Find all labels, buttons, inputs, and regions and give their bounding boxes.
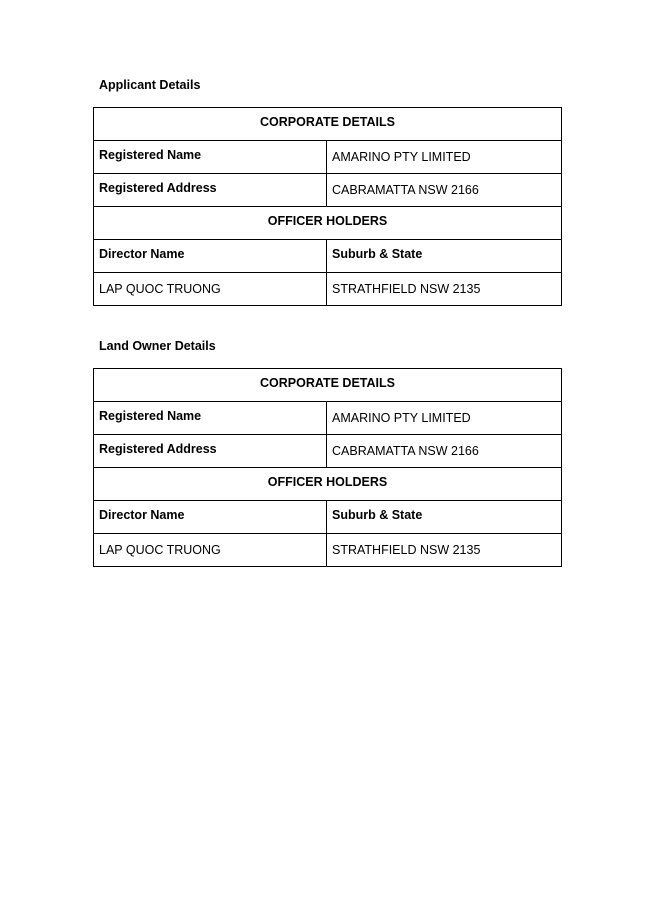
table-row <box>94 273 562 306</box>
applicant-details-table <box>93 107 562 306</box>
registered-address-value: CABRAMATTA NSW 2166 <box>327 435 562 468</box>
director-name-label: Director Name <box>94 240 327 273</box>
table-row <box>94 534 562 567</box>
director-name-value: LAP QUOC TRUONG <box>94 273 327 306</box>
registered-address-label: Registered Address <box>94 174 327 207</box>
table-row <box>94 435 562 468</box>
corporate-details-header: CORPORATE DETAILS <box>94 108 562 141</box>
registered-name-label: Registered Name <box>94 402 327 435</box>
officer-holders-header: OFFICER HOLDERS <box>94 207 562 240</box>
suburb-state-label: Suburb & State <box>327 501 562 534</box>
table-row <box>94 174 562 207</box>
registered-address-value: CABRAMATTA NSW 2166 <box>327 174 562 207</box>
registered-name-label: Registered Name <box>94 141 327 174</box>
suburb-state-label: Suburb & State <box>327 240 562 273</box>
corporate-details-header: CORPORATE DETAILS <box>94 369 562 402</box>
table-row <box>94 501 562 534</box>
land-owner-details-heading: Land Owner Details <box>99 339 216 353</box>
table-row <box>94 240 562 273</box>
table-row <box>94 141 562 174</box>
registered-address-label: Registered Address <box>94 435 327 468</box>
table-row <box>94 207 562 240</box>
suburb-state-value: STRATHFIELD NSW 2135 <box>327 534 562 567</box>
registered-name-value: AMARINO PTY LIMITED <box>327 402 562 435</box>
director-name-label: Director Name <box>94 501 327 534</box>
table-row <box>94 468 562 501</box>
director-name-value: LAP QUOC TRUONG <box>94 534 327 567</box>
table-row <box>94 108 562 141</box>
registered-name-value: AMARINO PTY LIMITED <box>327 141 562 174</box>
officer-holders-header: OFFICER HOLDERS <box>94 468 562 501</box>
applicant-details-heading: Applicant Details <box>99 78 201 92</box>
table-row <box>94 402 562 435</box>
land-owner-details-table <box>93 368 562 567</box>
suburb-state-value: STRATHFIELD NSW 2135 <box>327 273 562 306</box>
table-row <box>94 369 562 402</box>
